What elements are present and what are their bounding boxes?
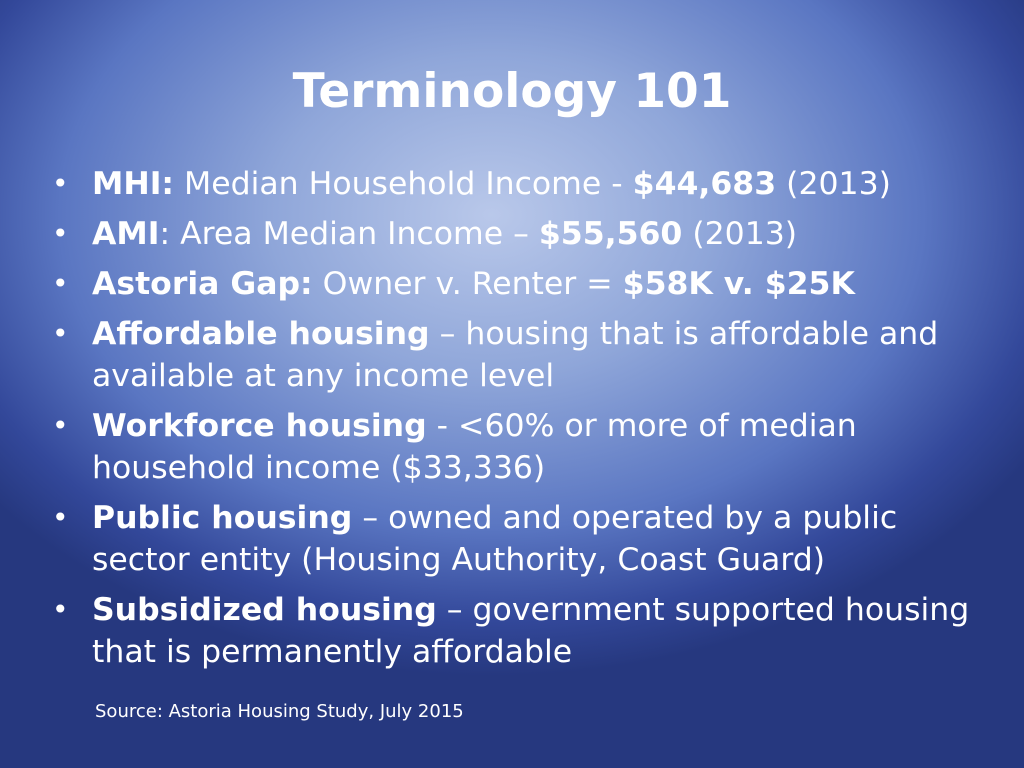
term-label: Workforce housing xyxy=(92,408,427,444)
bullet-workforce-housing xyxy=(50,405,1000,489)
term-value: $58K v. $25K xyxy=(622,266,855,302)
term-value: $44,683 xyxy=(632,166,777,202)
term-definition: – owned and operated by a public sector entity (Housing Authority, Coast Guard) xyxy=(92,500,898,578)
bullet-mhi xyxy=(50,163,1000,205)
bullet-dot: • xyxy=(52,409,69,442)
term-label: Affordable housing xyxy=(92,316,430,352)
term-year: (2013) xyxy=(682,216,798,252)
bullet-dot: • xyxy=(52,501,69,534)
slide-title: Terminology 101 xyxy=(292,64,732,119)
bullet-ami xyxy=(50,213,1000,255)
term-year: (2013) xyxy=(776,166,891,202)
term-definition: Median Household Income - xyxy=(174,166,633,202)
bullet-public-housing xyxy=(50,497,1000,581)
bullet-dot: • xyxy=(52,217,69,250)
term-definition: : Area Median Income – xyxy=(159,216,539,252)
bullet-affordable-housing xyxy=(50,313,1000,397)
source-note: Source: Astoria Housing Study, July 2015 xyxy=(95,701,464,722)
term-definition: - <60% or more of median household income ($33,336) xyxy=(92,408,857,486)
term-definition: Owner v. Renter = xyxy=(312,266,623,302)
term-label: MHI: xyxy=(92,166,175,202)
term-label: Subsidized housing xyxy=(92,592,437,628)
bullet-dot: • xyxy=(52,267,69,300)
bullet-dot: • xyxy=(52,593,69,626)
bullet-subsidized-housing xyxy=(50,589,1000,673)
term-label: Astoria Gap: xyxy=(92,266,313,302)
term-definition: – government supported housing that is permanently affordable xyxy=(92,592,970,670)
bullet-list xyxy=(50,163,1000,681)
bullet-dot: • xyxy=(52,167,69,200)
term-label: AMI xyxy=(92,216,160,252)
term-label: Public housing xyxy=(92,500,353,536)
term-value: $55,560 xyxy=(538,216,683,252)
bullet-dot: • xyxy=(52,317,69,350)
bullet-astoria-gap xyxy=(50,263,1000,305)
term-definition: – housing that is affordable and available at any income level xyxy=(92,316,939,394)
